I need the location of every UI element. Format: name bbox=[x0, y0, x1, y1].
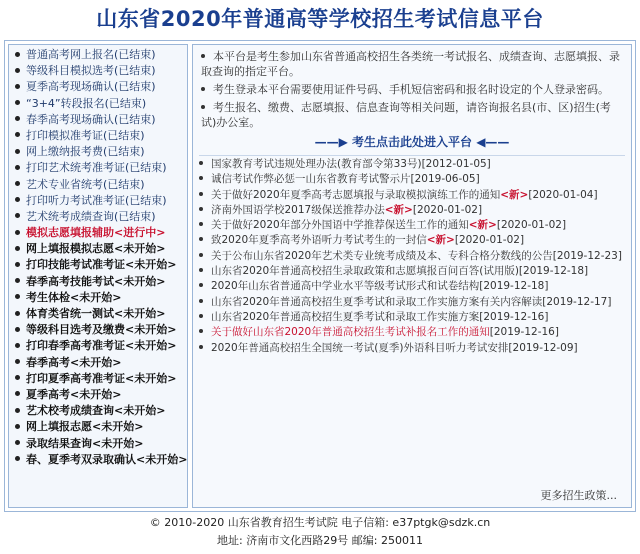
sidebar-item-label: 等级科目模拟选考(已结束) bbox=[26, 64, 156, 78]
bullet-icon bbox=[201, 54, 205, 58]
news-title: 国家教育考试违规处理办法(教育部令第33号) bbox=[211, 158, 422, 170]
bullet-icon bbox=[15, 213, 20, 218]
bullet-icon bbox=[199, 237, 203, 241]
more-policies-link[interactable]: 更多招生政策... bbox=[540, 489, 617, 502]
bullet-icon bbox=[15, 246, 20, 251]
bullet-icon bbox=[201, 87, 205, 91]
news-title: 致2020年夏季高考外语听力考试考生的一封信 bbox=[211, 234, 427, 247]
bullet-icon bbox=[15, 262, 20, 267]
news-item[interactable] bbox=[199, 204, 625, 217]
bullet-icon bbox=[199, 329, 203, 333]
bullet-icon bbox=[199, 192, 203, 196]
bullet-icon bbox=[199, 314, 203, 318]
sidebar-item[interactable] bbox=[13, 257, 187, 273]
news-date: [2012-01-05] bbox=[421, 158, 491, 170]
sidebar-item-label: 等级科目选考及缴费<未开始> bbox=[26, 323, 177, 337]
bullet-icon bbox=[15, 424, 20, 429]
sidebar-item-label: 网上填报志愿<未开始> bbox=[26, 420, 144, 434]
sidebar-item[interactable] bbox=[13, 403, 187, 419]
news-item[interactable] bbox=[199, 326, 625, 339]
sidebar-item[interactable] bbox=[13, 193, 187, 209]
sidebar-item-label: 打印技能考试准考证<未开始> bbox=[26, 258, 177, 272]
sidebar-item-label: 网上填报模拟志愿<未开始> bbox=[26, 242, 166, 256]
sidebar-item[interactable] bbox=[13, 306, 187, 322]
news-date: [2019-12-16] bbox=[489, 326, 559, 339]
arrow-left-icon: ◀—— bbox=[476, 135, 510, 149]
bullet-icon bbox=[199, 207, 203, 211]
sidebar-item-label: 打印夏季高考准考证<未开始> bbox=[26, 371, 177, 385]
enter-platform-label: 考生点击此处进入平台 bbox=[351, 135, 472, 149]
sidebar-item[interactable] bbox=[13, 112, 187, 128]
bullet-icon bbox=[15, 52, 20, 57]
sidebar-item-label: 打印听力考试准考证(已结束) bbox=[26, 193, 167, 207]
footer bbox=[0, 514, 640, 554]
bullet-icon bbox=[199, 345, 203, 349]
sidebar-item[interactable] bbox=[13, 452, 187, 468]
news-date: [2019-12-16] bbox=[479, 310, 549, 323]
sidebar-item-label: 春、夏季考双录取确认<未开始> bbox=[26, 452, 187, 466]
news-title: 山东省2020年普通高校招生夏季考试和录取工作实施方案 bbox=[211, 310, 480, 323]
content-panel bbox=[192, 44, 632, 508]
sidebar-item[interactable] bbox=[13, 355, 187, 371]
notice-text: 本平台是考生参加山东省普通高校招生各类统一考试报名、成绩查询、志愿填报、录取查询的指定平台。 bbox=[201, 50, 620, 78]
sidebar-item-label: 春季高考现场确认(已结束) bbox=[26, 112, 156, 126]
news-title: 济南外国语学校2017级保送推荐办法 bbox=[211, 203, 385, 216]
sidebar-item-label: 夏季高考现场确认(已结束) bbox=[26, 80, 156, 94]
sidebar-item[interactable] bbox=[13, 47, 187, 63]
bullet-icon bbox=[199, 176, 203, 180]
news-item[interactable] bbox=[199, 250, 625, 263]
news-item[interactable] bbox=[199, 173, 625, 186]
sidebar-item[interactable] bbox=[13, 371, 187, 387]
sidebar-item[interactable] bbox=[13, 241, 187, 257]
news-title: 山东省2020年普通高校招生夏季考试和录取工作实施方案有关内容解读 bbox=[211, 295, 543, 308]
news-item[interactable] bbox=[199, 219, 625, 232]
arrow-right-icon: ——▶ bbox=[314, 135, 348, 149]
sidebar-item-label: “3+4”转段报名(已结束) bbox=[26, 96, 147, 110]
notice-text: 考生报名、缴费、志愿填报、信息查询等相关问题，请咨询报名县(市、区)招生(考试)办公室。 bbox=[201, 101, 611, 129]
sidebar-item-label: 普通高考网上报名(已结束) bbox=[26, 48, 156, 61]
sidebar-item-label: 录取结果查询<未开始> bbox=[26, 436, 144, 450]
news-date: [2020-01-02] bbox=[412, 203, 483, 216]
bullet-icon bbox=[199, 283, 203, 287]
new-badge: <新> bbox=[384, 203, 413, 216]
footer-copyright: © 2010-2020 山东省教育招生考试院 电子信箱: e37ptgk@sdzk.cn bbox=[149, 516, 491, 529]
bullet-icon bbox=[15, 343, 20, 348]
bullet-icon bbox=[15, 165, 20, 170]
sidebar-item-label: 夏季高考<未开始> bbox=[26, 387, 122, 401]
sidebar-item[interactable] bbox=[13, 436, 187, 452]
sidebar-item[interactable] bbox=[13, 96, 187, 112]
sidebar-item[interactable] bbox=[13, 79, 187, 95]
sidebar-item-label: 模拟志愿填报辅助<进行中> bbox=[26, 226, 166, 240]
sidebar-item[interactable] bbox=[13, 144, 187, 160]
sidebar-item[interactable] bbox=[13, 177, 187, 193]
sidebar-item-label: 春季高考技能考试<未开始> bbox=[26, 274, 166, 288]
news-title: 关于公布山东省2020年艺术类专业统考成绩及本、专科合格分数线的公告 bbox=[211, 249, 553, 262]
sidebar-item-label: 网上缴纳报考费(已结束) bbox=[26, 145, 145, 159]
new-badge: <新> bbox=[468, 219, 497, 232]
bullet-icon bbox=[199, 268, 203, 272]
news-title: 关于做好2020年夏季高考志愿填报与录取模拟演练工作的通知 bbox=[211, 188, 501, 201]
bullet-icon bbox=[15, 100, 20, 105]
news-item[interactable] bbox=[199, 296, 625, 309]
enter-platform-link[interactable] bbox=[193, 133, 631, 151]
notice-item bbox=[201, 100, 623, 130]
news-item[interactable] bbox=[199, 158, 625, 171]
footer-address: 地址: 济南市文化西路29号 邮编: 250011 bbox=[217, 534, 423, 547]
sidebar-item[interactable] bbox=[13, 160, 187, 176]
bullet-icon bbox=[15, 294, 20, 299]
news-item[interactable] bbox=[199, 311, 625, 324]
news-section bbox=[199, 155, 625, 355]
bullet-icon bbox=[15, 132, 20, 137]
news-title: 山东省2020年普通高校招生录取政策和志愿填报百问百答(试用版) bbox=[211, 265, 519, 278]
sidebar bbox=[8, 44, 188, 508]
sidebar-menu bbox=[9, 45, 187, 468]
sidebar-item-label: 春季高考<未开始> bbox=[26, 355, 122, 369]
sidebar-item-label: 体育类省统一测试<未开始> bbox=[26, 307, 166, 320]
bullet-icon bbox=[199, 299, 203, 303]
bullet-icon bbox=[15, 84, 20, 89]
bullet-icon bbox=[15, 116, 20, 121]
news-date: [2019-12-09] bbox=[508, 341, 578, 354]
news-item[interactable] bbox=[199, 189, 625, 202]
sidebar-item[interactable] bbox=[13, 387, 187, 403]
bullet-icon bbox=[15, 311, 20, 316]
page-title: 山东省2020年普通高等学校招生考试信息平台 bbox=[96, 7, 544, 31]
news-date: [2020-01-04] bbox=[528, 188, 598, 201]
sidebar-item-label: 考生体检<未开始> bbox=[26, 290, 122, 304]
bullet-icon bbox=[15, 440, 20, 445]
sidebar-item-label: 艺术统考成绩查询(已结束) bbox=[26, 209, 156, 223]
bullet-icon bbox=[15, 359, 20, 364]
bullet-icon bbox=[15, 456, 20, 461]
bullet-icon bbox=[201, 105, 205, 109]
news-item[interactable] bbox=[199, 342, 625, 355]
bullet-icon bbox=[199, 222, 203, 226]
news-date: [2019-12-18] bbox=[518, 265, 589, 278]
sidebar-item[interactable] bbox=[13, 290, 187, 306]
sidebar-item[interactable] bbox=[13, 209, 187, 225]
news-date: [2020-01-02] bbox=[496, 219, 567, 232]
news-item[interactable] bbox=[199, 234, 625, 247]
news-title: 关于做好山东省2020年普通高校招生考试补报名工作的通知 bbox=[211, 326, 490, 339]
news-title: 2020年山东省普通高中学业水平等级考试形式和试卷结构 bbox=[211, 280, 480, 293]
bullet-icon bbox=[15, 375, 20, 380]
sidebar-item[interactable] bbox=[13, 128, 187, 144]
sidebar-item-label: 艺术专业省统考(已结束) bbox=[26, 177, 145, 191]
news-date: [2019-06-05] bbox=[410, 173, 480, 186]
bullet-icon bbox=[15, 181, 20, 186]
sidebar-item[interactable] bbox=[13, 63, 187, 79]
news-item[interactable] bbox=[199, 280, 625, 293]
sidebar-item[interactable] bbox=[13, 419, 187, 435]
bullet-icon bbox=[15, 68, 20, 73]
bullet-icon bbox=[15, 327, 20, 332]
sidebar-item[interactable] bbox=[13, 274, 187, 290]
bullet-icon bbox=[15, 230, 20, 235]
notice-text: 考生登录本平台需要使用证件号码、手机短信密码和报名时设定的个人登录密码。 bbox=[213, 83, 609, 96]
new-badge: <新> bbox=[426, 234, 455, 247]
sidebar-item[interactable] bbox=[13, 322, 187, 338]
news-date: [2019-12-23] bbox=[552, 249, 622, 262]
news-title: 2020年普通高校招生全国统一考试(夏季)外语科目听力考试安排 bbox=[211, 341, 509, 354]
sidebar-item-label: 打印模拟准考证(已结束) bbox=[26, 128, 145, 142]
news-date: [2020-01-02] bbox=[454, 234, 525, 247]
news-date: [2019-12-18] bbox=[479, 280, 549, 293]
new-badge: <新> bbox=[500, 188, 529, 201]
bullet-icon bbox=[15, 278, 20, 283]
news-item[interactable] bbox=[199, 265, 625, 278]
bullet-icon bbox=[15, 149, 20, 154]
sidebar-item[interactable] bbox=[13, 338, 187, 354]
notice-section bbox=[193, 45, 631, 130]
notice-item bbox=[201, 82, 623, 97]
sidebar-item-label: 打印春季高考准考证<未开始> bbox=[26, 339, 177, 353]
news-date: [2019-12-17] bbox=[542, 295, 612, 308]
bullet-icon bbox=[15, 197, 20, 202]
bullet-icon bbox=[199, 253, 203, 257]
news-title: 关于做好2020年部分外国语中学推荐保送生工作的通知 bbox=[211, 219, 469, 232]
sidebar-item-label: 艺术校考成绩查询<未开始> bbox=[26, 404, 166, 418]
notice-item bbox=[201, 49, 623, 79]
news-list bbox=[199, 158, 625, 355]
sidebar-item-label: 打印艺术统考准考证(已结束) bbox=[26, 161, 167, 175]
bullet-icon bbox=[15, 408, 20, 413]
bullet-icon bbox=[15, 391, 20, 396]
bullet-icon bbox=[199, 161, 203, 165]
news-title: 诚信考试作弊必惩一山东省教育考试警示片 bbox=[211, 173, 411, 186]
sidebar-item[interactable] bbox=[13, 225, 187, 241]
